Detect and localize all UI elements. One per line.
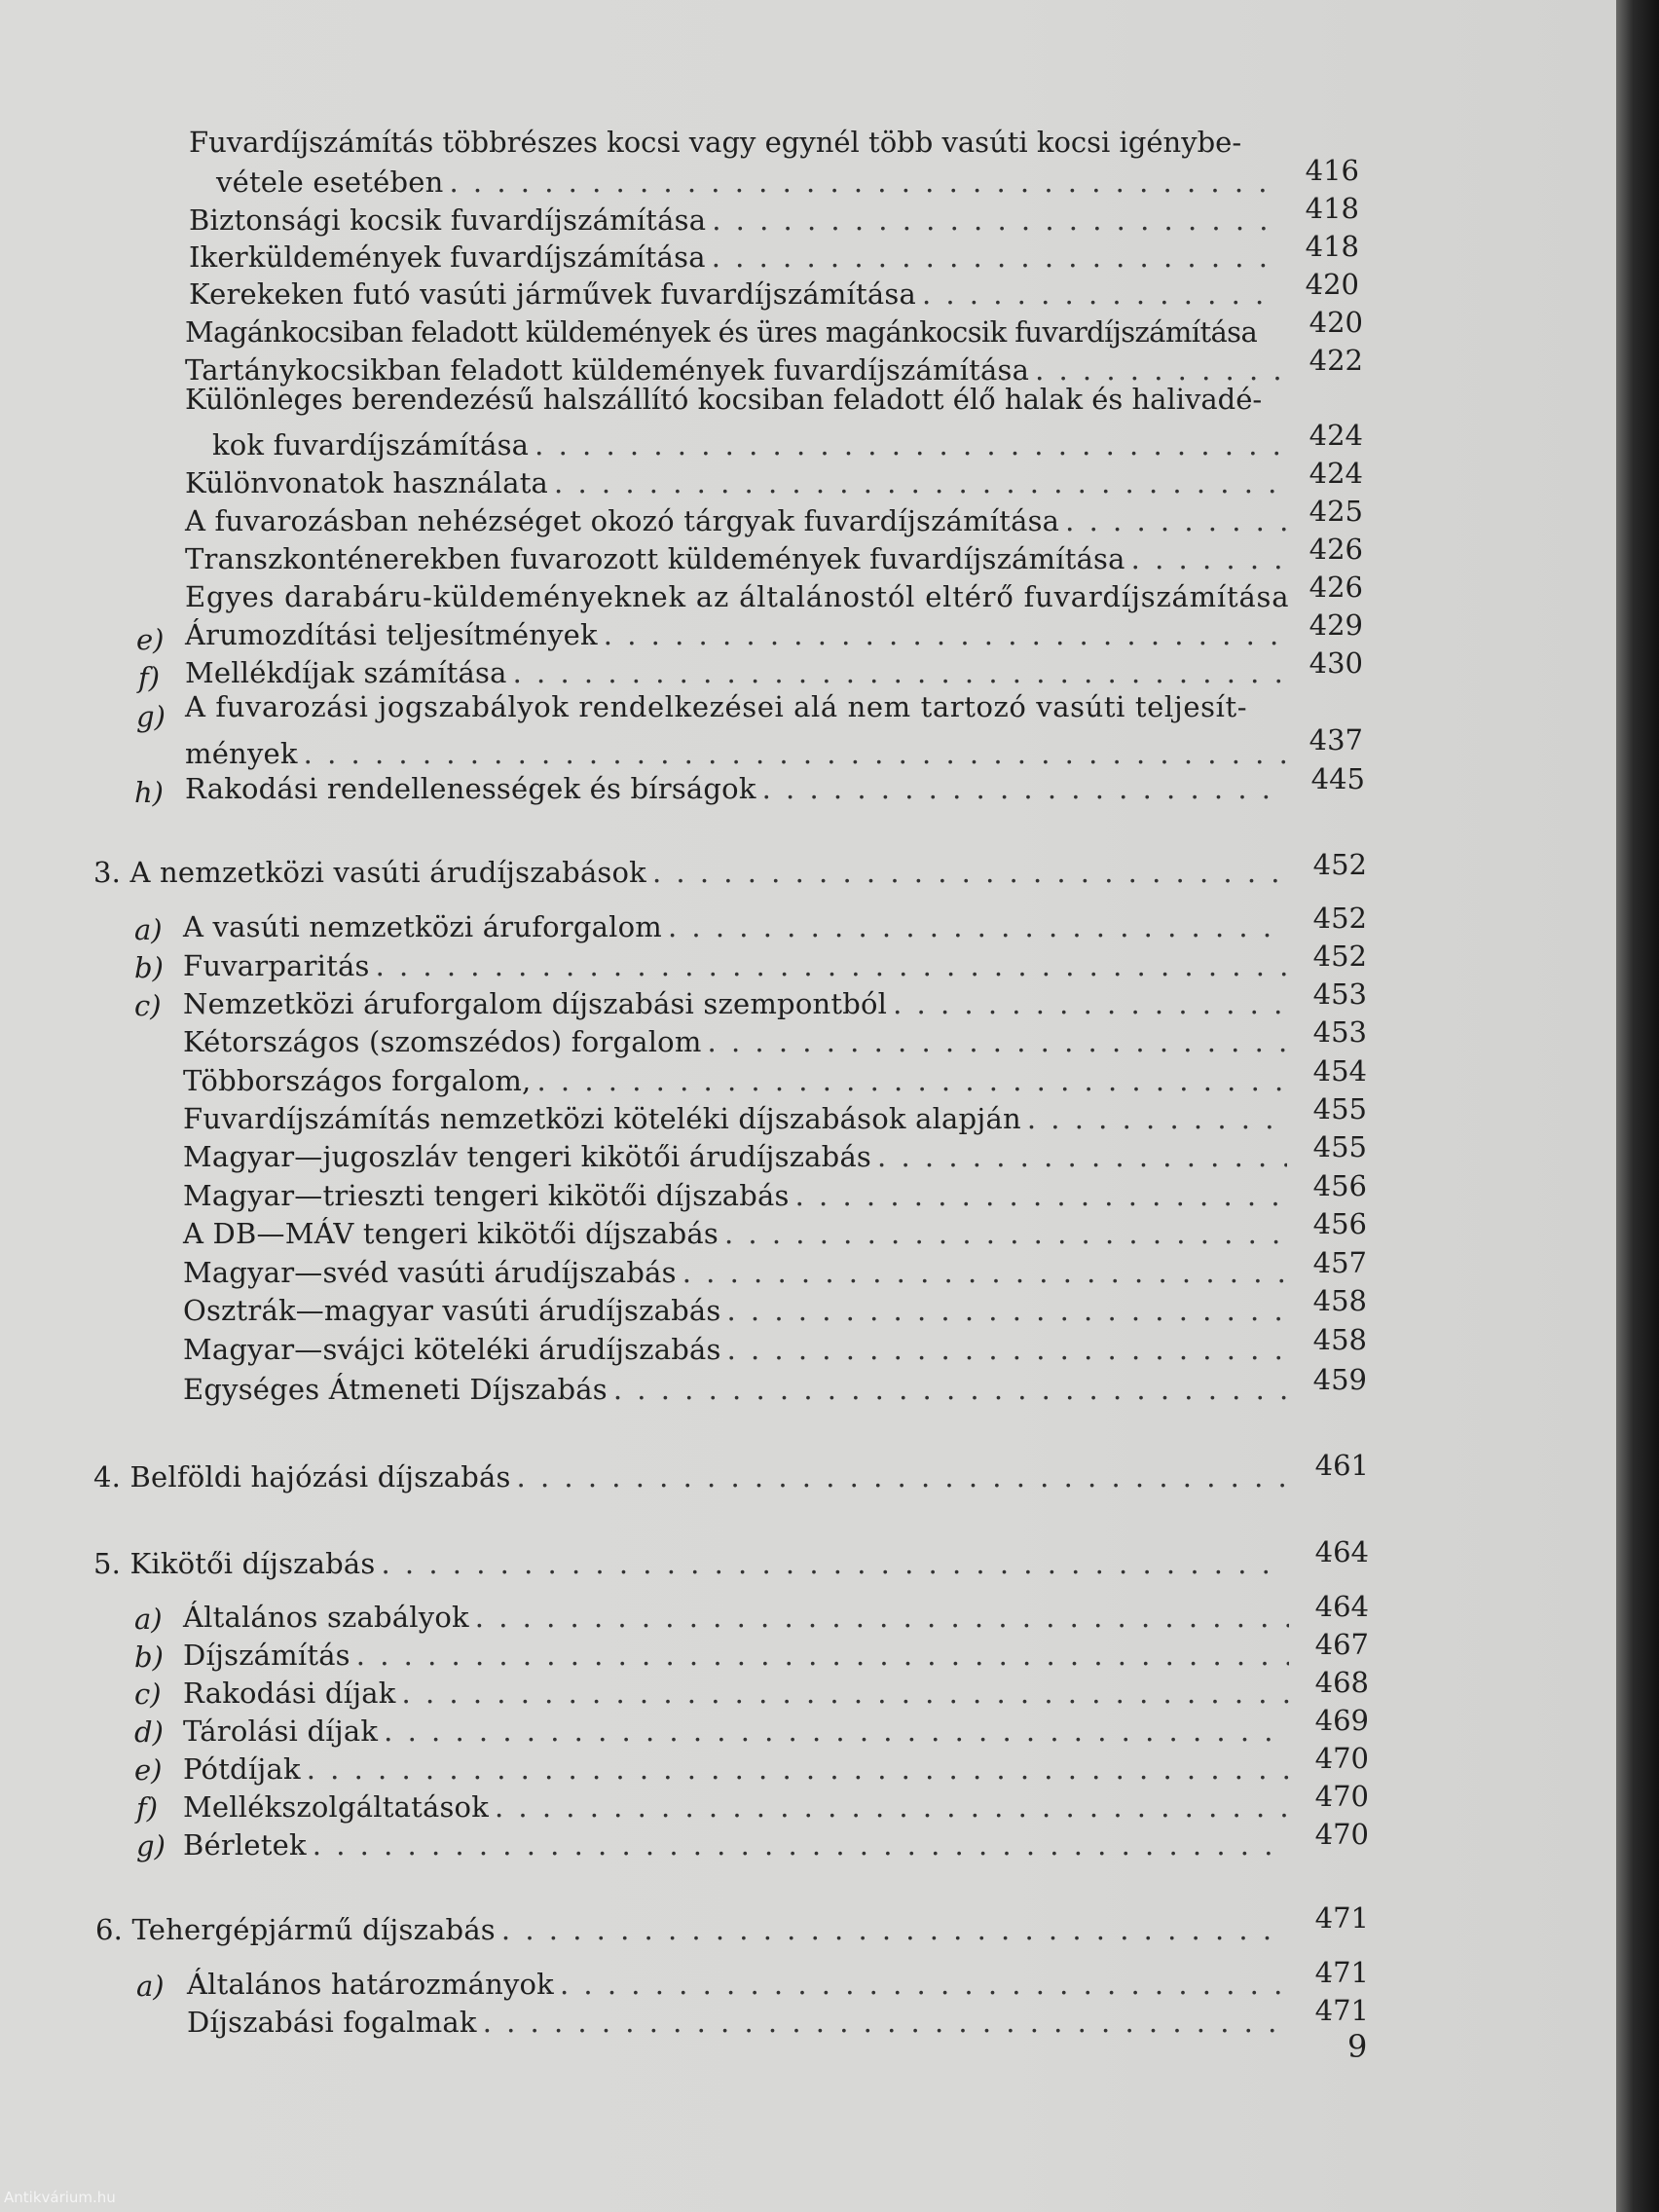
item-label: g) [136,1829,166,1862]
toc-entry-line: Fuvardíjszámítás többrészes kocsi vagy egynél több vasúti kocsi igénybe- [189,126,1242,159]
page-ref: 470 [1314,1780,1369,1813]
toc-entry [183,1291,1293,1330]
toc-entry [185,769,1293,808]
item-label: f) [138,661,161,694]
toc-entry-text: Ikerküldemények fuvardíjszámítása [189,240,706,274]
page-ref: 456 [1312,1207,1367,1240]
page-ref: 464 [1314,1535,1369,1568]
toc-entry [183,946,1293,985]
page-ref: 426 [1309,533,1363,566]
leader-dots [501,1910,1289,1949]
page-ref: 454 [1312,1054,1367,1088]
section-heading [95,1910,1295,1949]
toc-entry-text: Transzkonténerekben fuvarozott küldemények fuvardíjszámítása [185,542,1125,575]
page-ref: 437 [1309,723,1363,756]
item-label: g) [136,700,166,733]
item-label: c) [134,989,162,1022]
section-heading [93,853,1293,892]
leader-dots [495,1788,1289,1826]
toc-entry-text: Árumozdítási teljesítmények [185,618,598,651]
toc-entry [183,907,1293,946]
leader-dots [724,1214,1287,1253]
toc-entry [183,1598,1295,1637]
toc-entry-text: Kerekeken futó vasúti járművek fuvardíjszámítása [189,277,916,311]
toc-entry [183,1176,1293,1215]
page-ref: 453 [1312,1015,1367,1049]
page-ref: 426 [1309,571,1363,604]
toc-entry [185,653,1293,692]
toc-entry-text: Magyar—svájci köteléki árudíjszabás [183,1333,721,1366]
toc-entry [183,1330,1293,1369]
toc-entry-text: Tárolási díjak [183,1714,379,1748]
toc-entry [185,734,1293,773]
page-ref: 471 [1314,1901,1369,1935]
page-ref: 420 [1309,306,1363,339]
leader-dots [381,1544,1287,1583]
toc-entry [185,313,1293,351]
toc-entry [185,501,1293,540]
leader-dots [513,653,1287,692]
toc-entry-text: Díjszabási fogalmak [187,2006,477,2039]
toc-entry-text: Magyar—trieszti tengeri kikötői díjszabás [183,1179,790,1212]
item-label: e) [136,623,165,656]
page-edge [1616,0,1659,2212]
toc-entry [183,1750,1295,1788]
toc-entry-text: Rakodási rendellenességek és bírságok [185,772,756,805]
page-ref: 456 [1312,1169,1367,1202]
leader-dots [726,1291,1287,1330]
section-title: 4. Belföldi hajózási díjszabás [93,1460,511,1493]
leader-dots [384,1712,1289,1751]
toc-entry [185,539,1293,578]
leader-dots [313,1825,1289,1864]
leader-dots [652,853,1287,892]
leader-dots [922,275,1281,313]
toc-entry-text: Mellékdíjak számítása [185,656,507,689]
leader-dots [449,163,1281,202]
toc-entry [183,1636,1295,1675]
page-ref: 430 [1309,646,1363,680]
toc-entry [212,425,1293,464]
toc-entry-text: Magyar—svéd vasúti árudíjszabás [183,1256,677,1289]
page-ref: 418 [1305,192,1359,225]
toc-entry [189,275,1287,313]
toc-entry [183,1099,1293,1138]
toc-entry [185,463,1293,502]
leader-dots [304,734,1287,773]
toc-entry-text: Nemzetközi áruforgalom díjszabási szempontból [183,987,888,1020]
leader-dots [376,946,1287,985]
toc-entry [183,1825,1295,1864]
toc-entry-text: A DB—MÁV tengeri kikötői díjszabás [183,1217,719,1250]
page-ref: 455 [1312,1092,1367,1125]
leader-dots [668,907,1287,946]
toc-entry-text: Egységes Átmeneti Díjszabás [183,1373,608,1406]
page-ref: 470 [1314,1818,1369,1851]
toc-entry-text: Általános szabályok [183,1601,469,1634]
section-heading [93,1457,1293,1496]
leader-dots [1027,1099,1287,1138]
section-title: 6. Tehergépjármű díjszabás [95,1913,496,1946]
toc-entry [183,1712,1295,1751]
page-ref: 452 [1312,940,1367,973]
watermark: Antikvárium.hu [4,2189,116,2206]
toc-entry-text: A vasúti nemzetközi áruforgalom [183,910,662,943]
toc-entry-text: Fuvarparitás [183,949,370,982]
leader-dots [613,1370,1287,1409]
page-ref: 429 [1309,608,1363,642]
toc-entry-text: Osztrák—magyar vasúti árudíjszabás [183,1294,721,1327]
page-ref: 469 [1314,1704,1369,1737]
leader-dots [877,1137,1287,1176]
item-label: c) [134,1677,162,1711]
page-ref: 455 [1312,1130,1367,1163]
toc-entry-text: Kétországos (szomszédos) forgalom [183,1025,702,1058]
toc-entry-text: vétele esetében [216,166,444,199]
leader-dots [604,615,1287,654]
leader-dots [402,1674,1289,1713]
page-ref: 467 [1314,1628,1369,1661]
toc-entry [183,1022,1293,1061]
leader-dots [712,238,1281,276]
toc-entry-text: Díjszámítás [183,1639,350,1672]
page-ref: 420 [1305,268,1359,301]
leader-dots [893,984,1287,1023]
item-label: f) [136,1791,159,1825]
leader-dots [1065,501,1287,540]
leader-dots [712,201,1281,240]
page-ref: 425 [1309,495,1363,528]
toc-entry-line: Különleges berendezésű halszállító kocsiban feladott élő halak és halivadé- [185,383,1263,416]
leader-dots [762,769,1287,808]
page-ref: 424 [1309,457,1363,490]
page-ref: 416 [1305,154,1359,187]
toc-entry-text: Többországos forgalom, [183,1064,532,1097]
toc-entry-text: Bérletek [183,1828,307,1862]
toc-entry-text: Fuvardíjszámítás nemzetközi köteléki díjszabások alapján [183,1102,1021,1135]
section-heading [93,1544,1293,1583]
toc-entry-text: A fuvarozásban nehézséget okozó tárgyak fuvardíjszámítása [185,504,1060,537]
section-title: 5. Kikötői díjszabás [93,1547,376,1580]
toc-entry [183,1061,1293,1100]
leader-dots [795,1176,1287,1215]
page-ref: 445 [1310,762,1365,795]
page-ref: 458 [1312,1284,1367,1317]
page-ref: 464 [1314,1590,1369,1623]
toc-entry [183,1788,1295,1826]
leader-dots [535,425,1287,464]
toc-entry [183,984,1293,1023]
page-ref: 471 [1314,1956,1369,1989]
page-ref: 471 [1314,1994,1369,2027]
toc-entry-text: Általános határozmányok [187,1968,554,2001]
toc-entry-text: Pótdíjak [183,1752,301,1786]
page-ref: 418 [1305,230,1359,263]
leader-dots [475,1598,1289,1637]
toc-entry-line: A fuvarozási jogszabályok rendelkezései alá nem tartozó vasúti teljesít- [185,690,1248,723]
page-ref: 424 [1309,419,1363,452]
toc-entry-text: Különvonatok használata [185,466,549,499]
toc-entry [185,615,1293,654]
toc-entry-text: Tartánykocsikban feladott küldemények fuvardíjszámítása [185,353,1030,387]
page-number: 9 [1347,2028,1368,2065]
toc-entry [183,1370,1293,1409]
item-label: a) [134,913,163,946]
toc-entry-text: Magánkocsiban feladott küldemények és üres magánkocsik fuvardíjszámítása [185,315,1258,349]
toc-entry-text: Egyes darabáru-küldeményeknek az általánostól eltérő fuvardíjszámítása [185,580,1290,613]
leader-dots [682,1253,1287,1292]
toc-entry [183,1253,1293,1292]
toc-entry-text: mények [185,737,298,770]
toc-entry-text: kok fuvardíjszámítása [212,428,530,461]
toc-entry [189,238,1287,276]
toc-entry-text: Biztonsági kocsik fuvardíjszámítása [189,203,707,237]
leader-dots [307,1750,1289,1788]
toc-entry [183,1214,1293,1253]
leader-dots [1131,539,1287,578]
item-label: b) [134,951,164,984]
leader-dots [727,1330,1287,1369]
leader-dots [554,463,1287,502]
toc-entry [189,201,1287,240]
item-label: e) [134,1753,163,1787]
page-ref: 468 [1314,1666,1369,1699]
leader-dots [708,1022,1287,1061]
section-title: 3. A nemzetközi vasúti árudíjszabások [93,856,646,889]
toc-entry [185,577,1293,616]
item-label: h) [134,776,164,809]
toc-entry-text: Mellékszolgáltatások [183,1790,489,1824]
leader-dots [517,1457,1287,1496]
page-ref: 457 [1312,1246,1367,1279]
page-ref: 459 [1312,1363,1367,1396]
item-label: a) [136,1970,165,2003]
leader-dots [560,1965,1289,2004]
item-label: a) [134,1603,163,1636]
page-ref: 461 [1314,1449,1369,1482]
item-label: d) [134,1715,164,1749]
toc-entry-text: Magyar—jugoszláv tengeri kikötői árudíjszabás [183,1140,872,1173]
page-ref: 458 [1312,1323,1367,1356]
toc-entry [183,1674,1295,1713]
page-ref: 452 [1312,902,1367,935]
page-ref: 453 [1312,977,1367,1011]
toc-entry [216,163,1287,202]
toc-entry [187,2003,1295,2042]
toc-entry-text: Rakodási díjak [183,1677,396,1710]
page-ref: 422 [1309,344,1363,377]
item-label: b) [134,1641,164,1674]
toc-entry [183,1137,1293,1176]
leader-dots [483,2003,1289,2042]
page-ref: 470 [1314,1742,1369,1775]
toc-entry [187,1965,1295,2004]
page-ref: 452 [1312,848,1367,881]
leader-dots [356,1636,1289,1675]
leader-dots [536,1061,1287,1100]
